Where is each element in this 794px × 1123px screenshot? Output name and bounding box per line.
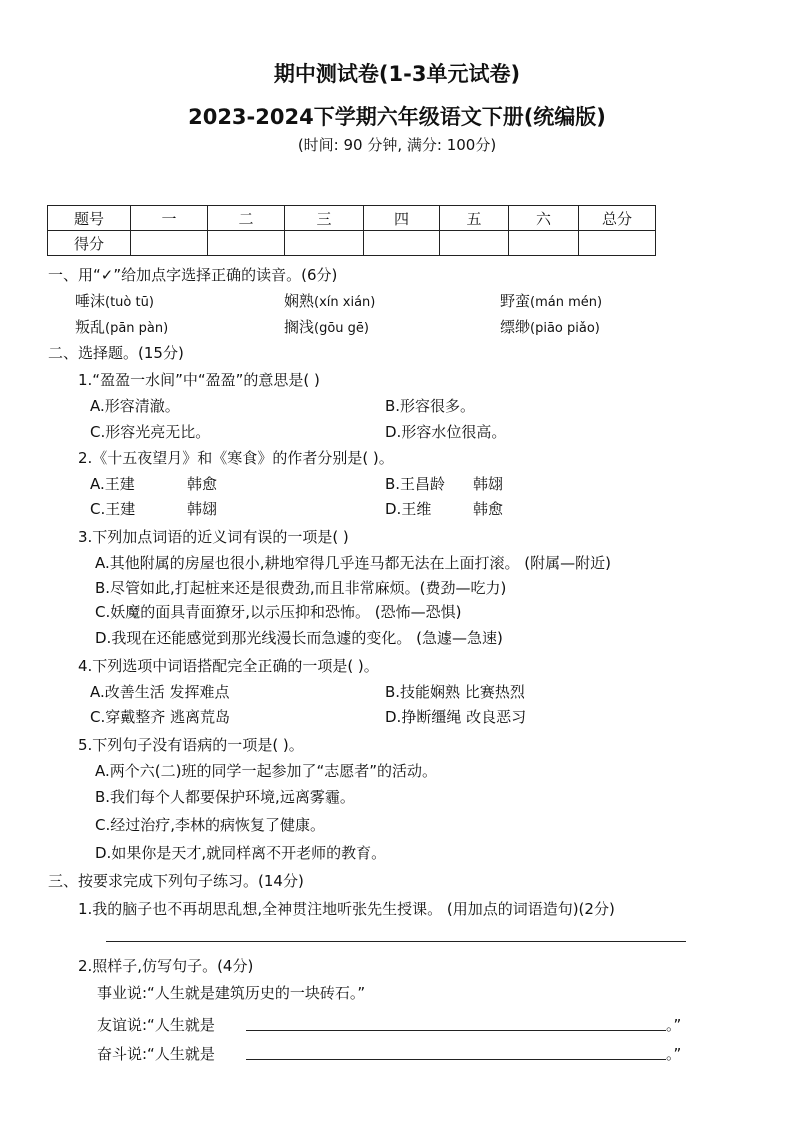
answer-line[interactable] [246, 1030, 666, 1031]
pinyin-word: 唾沫 [75, 292, 106, 310]
option-d[interactable]: D.挣断缰绳 改良恶习 [385, 708, 527, 726]
score-table-score-row [48, 231, 656, 256]
score-input-cell[interactable] [131, 231, 208, 256]
question-stem: 2.《十五夜望月》和《寒食》的作者分别是( )。 [78, 449, 394, 467]
option-b[interactable]: B.我们每个人都要保护环境,远离雾霾。 [95, 788, 355, 806]
friendship-prefix: 友谊说:“人生就是 [97, 1016, 215, 1034]
table-cell: 五 [440, 206, 509, 231]
option-b[interactable]: B.技能娴熟 比赛热烈 [385, 683, 525, 701]
table-cell: 总分 [579, 206, 656, 231]
answer-line[interactable] [246, 1059, 666, 1060]
option-c[interactable]: C.形容光亮无比。 [90, 423, 211, 441]
table-cell: 题号 [48, 206, 131, 231]
question-stem: 3.下列加点词语的近义词有误的一项是( ) [78, 528, 349, 546]
score-table-header-row [48, 206, 656, 231]
pinyin-word: 叛乱 [75, 318, 106, 336]
score-input-cell[interactable] [440, 231, 509, 256]
exam-info: (时间: 90 分钟, 满分: 100分) [297, 136, 497, 154]
score-input-cell[interactable] [509, 231, 579, 256]
option-d[interactable]: D.如果你是天才,就同样离不开老师的教育。 [95, 844, 387, 862]
option-b[interactable] [385, 473, 504, 494]
sentence-suffix: 。” [666, 1045, 682, 1063]
pinyin-options[interactable]: (piāo piǎo) [530, 321, 600, 336]
option-b[interactable]: B.形容很多。 [385, 397, 476, 415]
pinyin-item [75, 316, 168, 337]
option-a[interactable] [90, 473, 218, 494]
option-author-2: 韩翃 [187, 500, 218, 518]
score-input-cell[interactable] [208, 231, 285, 256]
pinyin-word: 野蛮 [500, 292, 531, 310]
pinyin-word: 搁浅 [284, 318, 315, 336]
option-author-2: 韩愈 [473, 500, 504, 518]
section-1-heading: 一、用“✓”给加点字选择正确的读音。(6分) [48, 266, 338, 284]
option-c[interactable] [90, 498, 218, 519]
option-c[interactable]: C.妖魔的面具青面獠牙,以示压抑和恐怖。 (恐怖—恐惧) [95, 603, 462, 621]
option-d[interactable] [385, 498, 504, 519]
pinyin-item [500, 290, 602, 311]
question-stem: 5.下列句子没有语病的一项是( )。 [78, 736, 304, 754]
table-cell: 得分 [48, 231, 131, 256]
struggle-prefix: 奋斗说:“人生就是 [97, 1045, 215, 1063]
option-author-2: 韩愈 [187, 475, 218, 493]
sentence-suffix: 。” [666, 1016, 682, 1034]
option-b[interactable]: B.尽管如此,打起桩来还是很费劲,而且非常麻烦。(费劲—吃力) [95, 579, 507, 597]
pinyin-word: 缥缈 [500, 318, 531, 336]
option-d[interactable]: D.形容水位很高。 [385, 423, 507, 441]
pinyin-options[interactable]: (pān pàn) [105, 321, 169, 336]
option-author-1: A.王建 [90, 475, 135, 493]
pinyin-item [284, 290, 375, 311]
table-cell: 一 [131, 206, 208, 231]
pinyin-word: 娴熟 [284, 292, 315, 310]
example-sentence: 事业说:“人生就是建筑历史的一块砖石。” [97, 984, 366, 1002]
question-stem: 2.照样子,仿写句子。(4分) [78, 957, 254, 975]
section-2-heading: 二、选择题。(15分) [48, 344, 184, 362]
exam-title: 期中测试卷(1-3单元试卷) [273, 62, 521, 86]
table-cell: 四 [364, 206, 440, 231]
section-3-heading: 三、按要求完成下列句子练习。(14分) [48, 872, 304, 890]
pinyin-options[interactable]: (xín xián) [314, 295, 376, 310]
pinyin-item [75, 290, 154, 311]
score-input-cell[interactable] [579, 231, 656, 256]
answer-line[interactable] [106, 941, 686, 942]
exam-subtitle: 2023-2024下学期六年级语文下册(统编版) [188, 105, 606, 129]
option-a[interactable]: A.形容清澈。 [90, 397, 180, 415]
option-author-1: B.王昌龄 [385, 475, 446, 493]
option-author-2: 韩翃 [473, 475, 504, 493]
question-stem: 1.“盈盈一水间”中“盈盈”的意思是( ) [78, 371, 320, 389]
pinyin-item [284, 316, 369, 337]
option-a[interactable]: A.两个六(二)班的同学一起参加了“志愿者”的活动。 [95, 762, 438, 780]
pinyin-options[interactable]: (gōu gē) [314, 321, 369, 336]
pinyin-options[interactable]: (mán mén) [530, 295, 603, 310]
option-d[interactable]: D.我现在还能感觉到那光线漫长而急遽的变化。 (急遽—急速) [95, 629, 503, 647]
option-author-1: C.王建 [90, 500, 136, 518]
option-c[interactable]: C.经过治疗,李林的病恢复了健康。 [95, 816, 326, 834]
score-input-cell[interactable] [364, 231, 440, 256]
pinyin-options[interactable]: (tuò tū) [105, 295, 154, 310]
question-stem: 4.下列选项中词语搭配完全正确的一项是( )。 [78, 657, 379, 675]
score-input-cell[interactable] [285, 231, 364, 256]
option-c[interactable]: C.穿戴整齐 逃离荒岛 [90, 708, 231, 726]
table-cell: 六 [509, 206, 579, 231]
option-a[interactable]: A.其他附属的房屋也很小,耕地窄得几乎连马都无法在上面打滚。 (附属—附近) [95, 554, 612, 572]
question-stem: 1.我的脑子也不再胡思乱想,全神贯注地听张先生授课。 (用加点的词语造句)(2分) [78, 900, 615, 918]
option-author-1: D.王维 [385, 500, 432, 518]
table-cell: 三 [285, 206, 364, 231]
table-cell: 二 [208, 206, 285, 231]
score-table [47, 205, 656, 256]
pinyin-item [500, 316, 600, 337]
option-a[interactable]: A.改善生活 发挥难点 [90, 683, 230, 701]
